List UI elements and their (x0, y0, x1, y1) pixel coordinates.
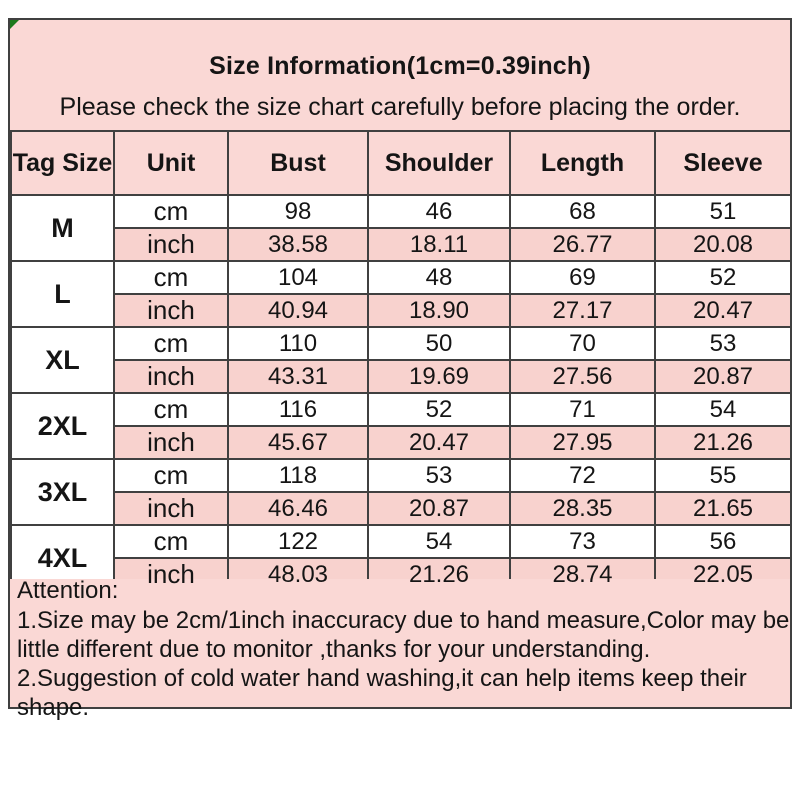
value-cell: 20.87 (368, 492, 510, 525)
size-label-cell: 4XL (11, 525, 114, 591)
value-cell: 21.65 (655, 492, 791, 525)
value-cell: 56 (655, 525, 791, 558)
table-row (11, 525, 791, 558)
unit-cell: cm (114, 195, 228, 228)
unit-cell: inch (114, 426, 228, 459)
value-cell: 26.77 (510, 228, 655, 261)
column-header: Tag Size (11, 131, 114, 195)
attention-note-line: 2.Suggestion of cold water hand washing,it can help items keep their (17, 665, 747, 692)
size-label-cell: 2XL (11, 393, 114, 459)
attention-note-line: shape. (17, 694, 90, 721)
value-cell: 73 (510, 525, 655, 558)
value-cell: 69 (510, 261, 655, 294)
table-row (11, 459, 791, 492)
unit-cell: cm (114, 459, 228, 492)
attention-notes (17, 606, 790, 722)
value-cell: 118 (228, 459, 368, 492)
value-cell: 18.90 (368, 294, 510, 327)
value-cell: 46.46 (228, 492, 368, 525)
unit-cell: inch (114, 492, 228, 525)
value-cell: 104 (228, 261, 368, 294)
size-table (10, 130, 792, 592)
value-cell: 28.35 (510, 492, 655, 525)
value-cell: 68 (510, 195, 655, 228)
value-cell: 53 (655, 327, 791, 360)
value-cell: 98 (228, 195, 368, 228)
table-row (11, 492, 791, 525)
value-cell: 46 (368, 195, 510, 228)
size-table-header-row (11, 131, 791, 195)
table-row (11, 360, 791, 393)
value-cell: 18.11 (368, 228, 510, 261)
unit-cell: inch (114, 294, 228, 327)
table-row (11, 261, 791, 294)
value-cell: 21.26 (655, 426, 791, 459)
attention-note-line: 1.Size may be 2cm/1inch inaccuracy due to hand measure,Color may be (17, 607, 790, 634)
value-cell: 20.47 (655, 294, 791, 327)
attention-note-line: little different due to monitor ,thanks for your understanding. (17, 636, 651, 663)
value-cell: 28.74 (510, 558, 655, 591)
value-cell: 55 (655, 459, 791, 492)
table-row (11, 294, 791, 327)
value-cell: 52 (655, 261, 791, 294)
column-header: Sleeve (655, 131, 791, 195)
table-row (11, 195, 791, 228)
table-row (11, 393, 791, 426)
column-header: Shoulder (368, 131, 510, 195)
value-cell: 38.58 (228, 228, 368, 261)
value-cell: 40.94 (228, 294, 368, 327)
value-cell: 27.56 (510, 360, 655, 393)
value-cell: 45.67 (228, 426, 368, 459)
value-cell: 71 (510, 393, 655, 426)
value-cell: 19.69 (368, 360, 510, 393)
value-cell: 43.31 (228, 360, 368, 393)
value-cell: 48 (368, 261, 510, 294)
value-cell: 22.05 (655, 558, 791, 591)
size-label-cell: 3XL (11, 459, 114, 525)
unit-cell: cm (114, 525, 228, 558)
value-cell: 52 (368, 393, 510, 426)
unit-cell: cm (114, 393, 228, 426)
value-cell: 27.95 (510, 426, 655, 459)
table-row (11, 228, 791, 261)
value-cell: 27.17 (510, 294, 655, 327)
unit-cell: inch (114, 558, 228, 591)
value-cell: 50 (368, 327, 510, 360)
size-label-cell: XL (11, 327, 114, 393)
value-cell: 54 (368, 525, 510, 558)
value-cell: 20.87 (655, 360, 791, 393)
size-label-cell: M (11, 195, 114, 261)
unit-cell: cm (114, 327, 228, 360)
value-cell: 70 (510, 327, 655, 360)
table-row (11, 327, 791, 360)
size-table-body (11, 195, 791, 591)
attention-section (10, 577, 790, 721)
table-row (11, 426, 791, 459)
value-cell: 20.08 (655, 228, 791, 261)
value-cell: 20.47 (368, 426, 510, 459)
unit-cell: inch (114, 228, 228, 261)
column-header: Bust (228, 131, 368, 195)
value-cell: 21.26 (368, 558, 510, 591)
page-subtitle: Please check the size chart carefully before placing the order. (59, 93, 741, 121)
value-cell: 72 (510, 459, 655, 492)
value-cell: 51 (655, 195, 791, 228)
unit-cell: cm (114, 261, 228, 294)
size-chart-panel (8, 18, 792, 721)
size-label-cell: L (11, 261, 114, 327)
column-header: Unit (114, 131, 228, 195)
green-corner-marker (10, 20, 19, 29)
value-cell: 54 (655, 393, 791, 426)
unit-cell: inch (114, 360, 228, 393)
value-cell: 110 (228, 327, 368, 360)
value-cell: 116 (228, 393, 368, 426)
value-cell: 53 (368, 459, 510, 492)
column-header: Length (510, 131, 655, 195)
page-title: Size Information(1cm=0.39inch) (209, 52, 591, 80)
attention-label: Attention: (17, 577, 119, 604)
size-chart-header (10, 20, 790, 130)
value-cell: 48.03 (228, 558, 368, 591)
value-cell: 122 (228, 525, 368, 558)
